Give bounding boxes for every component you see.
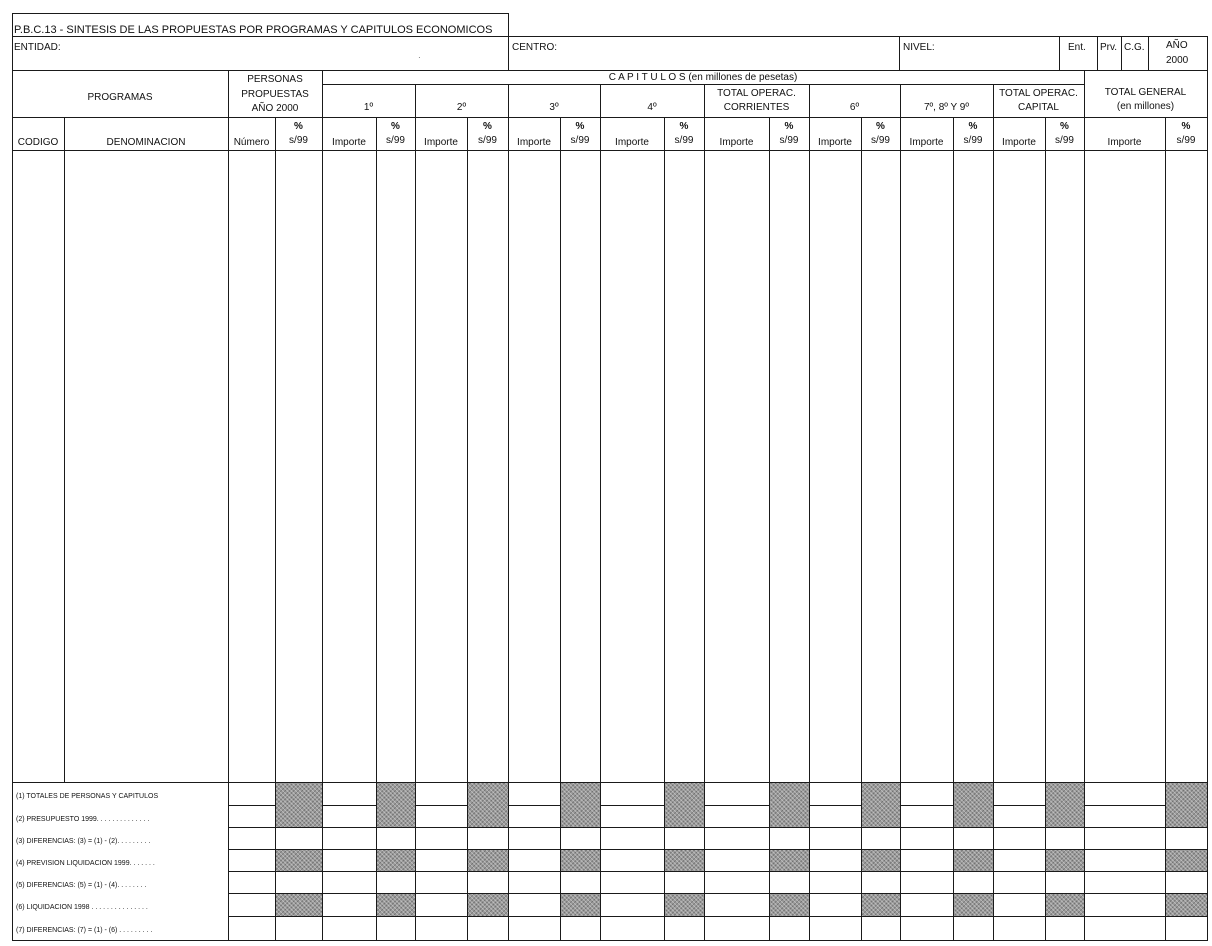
total-general-pct-heading: % xyxy=(1181,121,1191,132)
shaded-cell xyxy=(468,850,508,871)
capitulos-heading: C A P I T U L O S (en millones de pesetas) xyxy=(608,72,798,83)
group-heading-2: 3º xyxy=(549,102,559,113)
s99-heading-4: s/99 xyxy=(779,135,799,146)
cg-label: C.G. xyxy=(1124,42,1145,53)
shaded-cell xyxy=(665,783,704,827)
shaded-cell xyxy=(276,894,322,916)
pct-heading-6: % xyxy=(968,121,978,132)
shaded-cell xyxy=(1046,850,1084,871)
summary-row-label-2: (2) PRESUPUESTO 1999. . . . . . . . . . . . . . xyxy=(16,816,150,823)
personas-s99-heading: s/99 xyxy=(289,135,308,146)
importe-heading-3: Importe xyxy=(615,137,649,148)
scan-mark: · xyxy=(418,53,421,62)
numero-heading: Número xyxy=(233,137,270,148)
header-top-line xyxy=(12,70,1208,71)
id-divider-6 xyxy=(1148,36,1149,70)
shaded-cell xyxy=(862,783,900,827)
shaded-cell xyxy=(468,894,508,916)
shaded-cell xyxy=(1046,783,1084,827)
s99-heading-2: s/99 xyxy=(570,135,590,146)
total-general-importe-heading: Importe xyxy=(1107,137,1142,148)
shaded-cell xyxy=(770,850,809,871)
denominacion-heading: DENOMINACION xyxy=(106,137,186,148)
ano-label: AÑO xyxy=(1166,40,1188,51)
id-divider-4 xyxy=(1097,36,1098,70)
group-heading-1: 2º xyxy=(456,102,467,113)
s99-heading-1: s/99 xyxy=(478,135,497,146)
importe-heading-1: Importe xyxy=(424,137,458,148)
s99-heading-7: s/99 xyxy=(1055,135,1074,146)
shaded-cell xyxy=(1046,894,1084,916)
group-line-1 xyxy=(508,84,509,940)
shaded-cell xyxy=(770,894,809,916)
summary-row-label-6: (6) LIQUIDACION 1998 . . . . . . . . . . . . . . . xyxy=(16,904,148,911)
group-heading-7: CAPITAL xyxy=(1018,102,1059,113)
total-general-heading-2: (en millones) xyxy=(1116,101,1175,112)
shaded-cell xyxy=(561,850,600,871)
importe-heading-5: Importe xyxy=(818,137,852,148)
title-box-right xyxy=(508,13,509,37)
form-left-border xyxy=(12,13,13,941)
shaded-cell xyxy=(770,783,809,827)
id-divider-3 xyxy=(1059,36,1060,70)
shaded-cell xyxy=(1166,894,1207,916)
ano-value: 2000 xyxy=(1166,55,1189,66)
shaded-cell xyxy=(276,850,322,871)
group-heading-4-line1: TOTAL OPERAC. xyxy=(717,88,796,99)
programas-col-line xyxy=(228,70,229,940)
nivel-label: NIVEL: xyxy=(903,42,935,53)
total-general-col-line xyxy=(1084,70,1085,940)
summary-row-label-1: (1) TOTALES DE PERSONAS Y CAPITULOS xyxy=(16,793,159,800)
pct-heading-4: % xyxy=(784,121,794,132)
summary-row-label-7: (7) DIFERENCIAS: (7) = (1) - (6) . . . . . . . . . xyxy=(16,927,153,934)
shaded-cell xyxy=(665,850,704,871)
prv-label: Prv. xyxy=(1100,42,1118,53)
pct-heading-2: % xyxy=(575,121,585,132)
total-general-heading-1: TOTAL GENERAL xyxy=(1104,87,1187,98)
shaded-cell xyxy=(377,850,415,871)
personas-pct-heading: % xyxy=(294,121,303,132)
capitulos-subline xyxy=(322,84,1084,85)
personas-heading-2: PROPUESTAS xyxy=(241,89,309,100)
summary-row-label-5: (5) DIFERENCIAS: (5) = (1) - (4). . . . . . . . xyxy=(16,882,147,889)
id-divider-2 xyxy=(899,36,900,70)
entidad-label: ENTIDAD: xyxy=(14,42,61,53)
shaded-cell xyxy=(1166,783,1207,827)
personas-heading-1: PERSONAS xyxy=(247,74,303,85)
shaded-cell xyxy=(862,850,900,871)
total-general-s99-heading: s/99 xyxy=(1176,135,1196,146)
s99-heading-5: s/99 xyxy=(871,135,890,146)
summary-row-line-4 xyxy=(228,871,1208,872)
s99-heading-6: s/99 xyxy=(963,135,983,146)
group-heading-3: 4º xyxy=(647,102,657,113)
group-line-3 xyxy=(704,84,705,940)
importe-heading-4: Importe xyxy=(719,137,754,148)
s99-heading-0: s/99 xyxy=(386,135,405,146)
shaded-cell xyxy=(954,850,993,871)
group-line-5 xyxy=(900,84,901,940)
shaded-cell xyxy=(954,783,993,827)
ent-label: Ent. xyxy=(1068,42,1086,53)
group-line-4 xyxy=(809,84,810,940)
summary-top-line xyxy=(12,782,1208,783)
pct-heading-1: % xyxy=(483,121,492,132)
group-heading-5: 6º xyxy=(849,102,860,113)
group-line-0 xyxy=(415,84,416,940)
pct-heading-3: % xyxy=(679,121,689,132)
pct-heading-5: % xyxy=(876,121,885,132)
group-line-6 xyxy=(993,84,994,940)
s99-heading-3: s/99 xyxy=(674,135,694,146)
subheader-line xyxy=(12,117,1208,118)
shaded-cell xyxy=(954,894,993,916)
shaded-cell xyxy=(561,894,600,916)
personas-col-line xyxy=(322,70,323,940)
group-heading-6: 7º, 8º Y 9º xyxy=(923,102,970,113)
codigo-col-line xyxy=(64,117,65,782)
programas-heading: PROGRAMAS xyxy=(87,92,153,103)
shaded-cell xyxy=(665,894,704,916)
codigo-heading: CODIGO xyxy=(17,137,59,148)
importe-heading-7: Importe xyxy=(1002,137,1036,148)
form-title: P.B.C.13 - SINTESIS DE LAS PROPUESTAS POR PROGRAMAS Y CAPITULOS ECONOMICOS xyxy=(14,24,493,36)
shaded-cell xyxy=(377,783,415,827)
id-band-top xyxy=(12,36,1208,37)
summary-row-line-6 xyxy=(228,916,1208,917)
title-box-top xyxy=(12,13,509,14)
shaded-cell xyxy=(377,894,415,916)
shaded-cell xyxy=(1166,850,1207,871)
id-divider-5 xyxy=(1121,36,1122,70)
header-bottom-line xyxy=(12,150,1208,151)
importe-heading-2: Importe xyxy=(517,137,551,148)
summary-row-label-3: (3) DIFERENCIAS: (3) = (1) - (2). . . . . . . . . xyxy=(16,838,151,845)
personas-heading-3: AÑO 2000 xyxy=(251,103,299,114)
shaded-cell xyxy=(276,783,322,827)
id-divider-1 xyxy=(508,36,509,70)
pct-heading-7: % xyxy=(1060,121,1069,132)
summary-row-line-2 xyxy=(228,827,1208,828)
centro-label: CENTRO: xyxy=(512,42,557,53)
summary-row-label-4: (4) PREVISION LIQUIDACION 1999. . . . . . . xyxy=(16,860,155,867)
group-heading-4: CORRIENTES xyxy=(723,102,790,113)
group-heading-0: 1º xyxy=(363,102,374,113)
pct-heading-0: % xyxy=(391,121,400,132)
importe-heading-6: Importe xyxy=(909,137,944,148)
shaded-cell xyxy=(561,783,600,827)
importe-heading-0: Importe xyxy=(332,137,366,148)
shaded-cell xyxy=(862,894,900,916)
group-heading-7-line1: TOTAL OPERAC. xyxy=(999,88,1078,99)
form-bottom-line xyxy=(12,940,1208,941)
shaded-cell xyxy=(468,783,508,827)
group-line-2 xyxy=(600,84,601,940)
